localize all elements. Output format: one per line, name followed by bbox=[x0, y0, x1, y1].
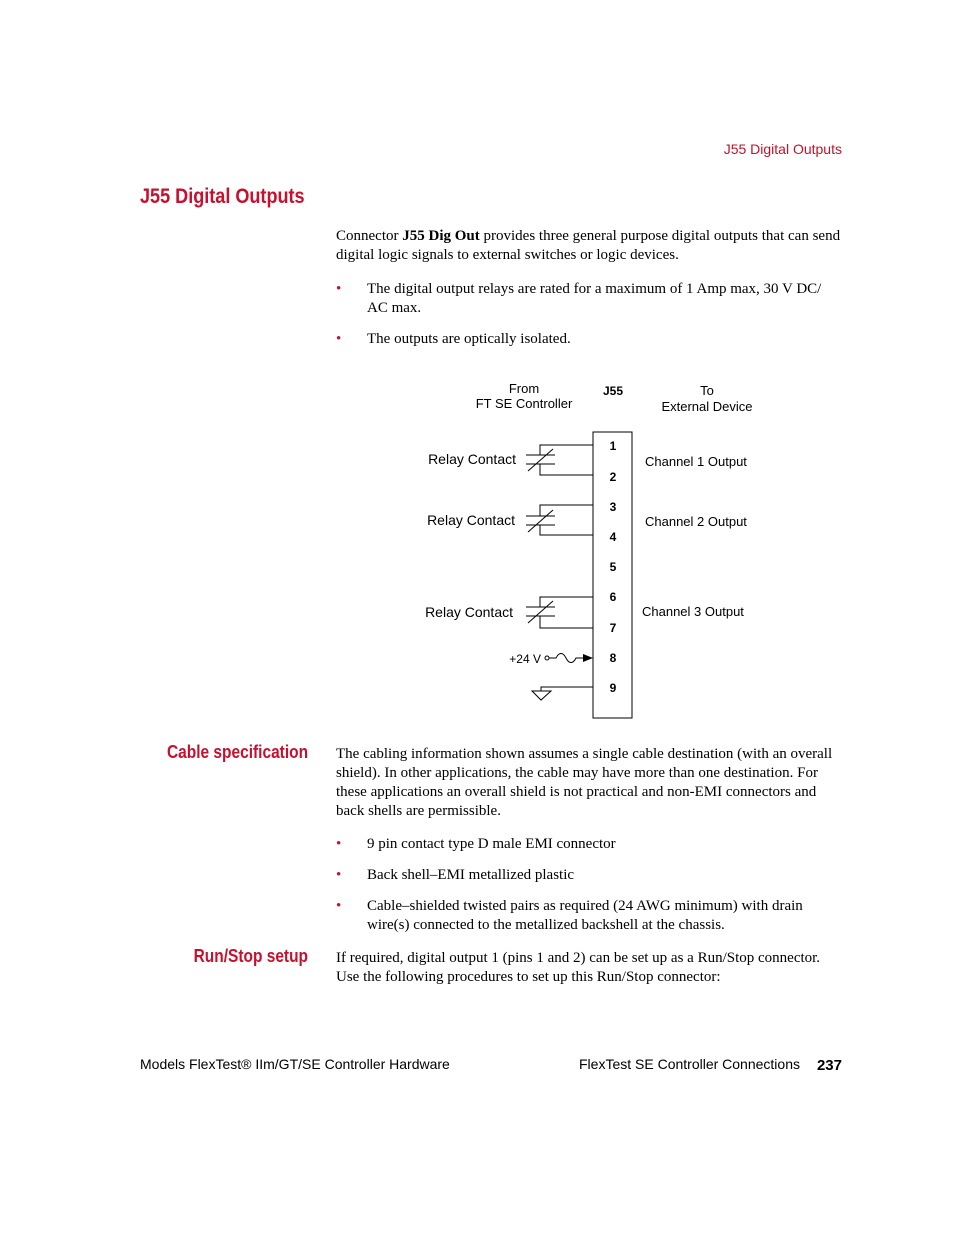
list-item bbox=[336, 897, 842, 935]
ground-icon bbox=[532, 687, 593, 700]
cable-spec-heading: Cable specification bbox=[166, 742, 308, 762]
page-title: J55 Digital Outputs bbox=[140, 185, 305, 208]
run-stop-paragraph: If required, digital output 1 (pins 1 and 2) can be set up as a Run/Stop connector. Use the following procedures to set up this Run/Stop connector: bbox=[336, 950, 821, 985]
list-item bbox=[336, 866, 842, 885]
relay-contact-1-label: Relay Contact bbox=[428, 451, 516, 467]
pin-number: 8 bbox=[609, 651, 617, 665]
channel-3-label: Channel 3 Output bbox=[642, 604, 744, 619]
from-label-line1: From bbox=[508, 381, 540, 396]
bullet-text: Cable–shielded twisted pairs as required (24 AWG minimum) with drain wire(s) connected to the metallized backshell at the chassis. bbox=[367, 898, 803, 933]
connector-label: J55 bbox=[602, 384, 624, 398]
pin-numbers bbox=[610, 439, 617, 695]
bullet-marker: • bbox=[336, 867, 342, 883]
pin-number: 5 bbox=[609, 560, 617, 574]
intro-text-post: provides three general purpose digital outputs that can send digital logic signals to external switches or logic devices. bbox=[336, 228, 841, 263]
cable-spec-paragraph: The cabling information shown assumes a single cable destination (with an overall shield). In other applications, the cable may have more than one destination. For these applications an overall shield is not practical and non-EMI connectors and back shells are permissible. bbox=[336, 746, 833, 819]
bullet-text: The outputs are optically isolated. bbox=[367, 331, 571, 347]
relay-contact-1-symbol bbox=[526, 445, 593, 475]
run-stop-heading: Run/Stop setup bbox=[193, 946, 308, 966]
bullet-text: 9 pin contact type D male EMI connector bbox=[367, 836, 616, 852]
supply-voltage-label: +24 V bbox=[509, 652, 541, 666]
running-head: J55 Digital Outputs bbox=[723, 141, 842, 157]
from-label-line2: FT SE Controller bbox=[475, 396, 573, 411]
relay-contact-2-symbol bbox=[526, 505, 593, 535]
pin-number: 7 bbox=[609, 621, 617, 635]
relay-contact-3-symbol bbox=[526, 597, 593, 628]
bullet-marker: • bbox=[336, 836, 342, 852]
intro-text-pre: Connector bbox=[336, 228, 403, 244]
relay-contact-2-label: Relay Contact bbox=[427, 512, 515, 528]
cable-spec-bullet-list bbox=[336, 835, 842, 947]
pin-number: 2 bbox=[609, 470, 617, 484]
to-label-line2: External Device bbox=[661, 399, 753, 414]
bullet-marker: • bbox=[336, 331, 342, 347]
list-item bbox=[336, 835, 842, 854]
connector-name: J55 Dig Out bbox=[402, 228, 480, 244]
pin-number: 4 bbox=[609, 530, 617, 544]
footer-section-title: FlexTest SE Controller Connections bbox=[579, 1056, 800, 1072]
pin-number: 3 bbox=[609, 500, 617, 514]
pin-number: 9 bbox=[609, 681, 617, 695]
bullet-marker: • bbox=[336, 898, 342, 914]
bullet-text: The digital output relays are rated for a maximum of 1 Amp max, 30 V DC/ AC max. bbox=[367, 281, 822, 316]
footer-document-title: Models FlexTest® IIm/GT/SE Controller Hardware bbox=[140, 1056, 450, 1072]
pin-number: 6 bbox=[609, 590, 617, 604]
relay-contact-3-label: Relay Contact bbox=[425, 604, 513, 620]
bullet-marker: • bbox=[336, 281, 342, 297]
pin-number: 1 bbox=[609, 439, 617, 453]
bullet-text: Back shell–EMI metallized plastic bbox=[367, 867, 575, 883]
to-label-line1: To bbox=[700, 383, 714, 398]
channel-1-label: Channel 1 Output bbox=[645, 454, 747, 469]
fuse-symbol bbox=[545, 654, 593, 663]
page-number: 237 bbox=[816, 1057, 842, 1074]
channel-2-label: Channel 2 Output bbox=[645, 514, 747, 529]
